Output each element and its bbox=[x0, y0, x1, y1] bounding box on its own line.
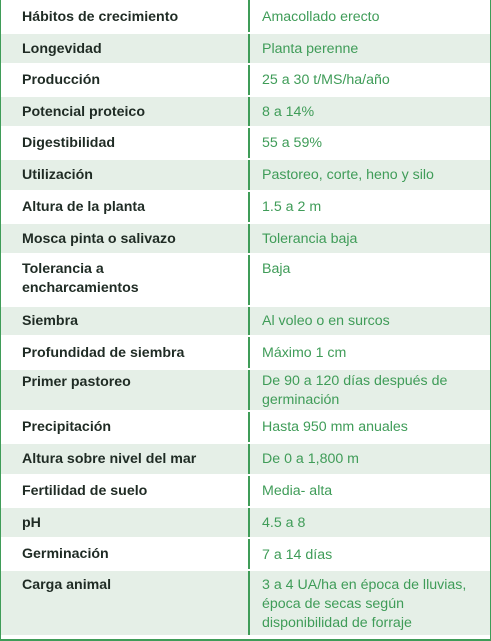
row-label: pH bbox=[22, 515, 41, 531]
table-row bbox=[1, 444, 490, 476]
row-value: Hasta 950 mm anuales bbox=[248, 412, 490, 442]
row-label: Primer pastoreo bbox=[22, 374, 131, 390]
row-label: Siembra bbox=[22, 313, 78, 329]
row-label: Altura sobre nivel del mar bbox=[22, 451, 197, 467]
row-label: Fertilidad de suelo bbox=[22, 483, 148, 499]
table-row bbox=[1, 192, 490, 224]
row-value: Pastoreo, corte, heno y silo bbox=[248, 160, 490, 190]
row-value: 8 a 14% bbox=[248, 97, 490, 126]
row-value: De 90 a 120 días después de germinación bbox=[248, 370, 490, 410]
table-row bbox=[1, 571, 490, 635]
row-label: Precipitación bbox=[22, 419, 112, 435]
row-value: 55 a 59% bbox=[248, 128, 490, 158]
row-value: Baja bbox=[248, 255, 490, 305]
row-label: Longevidad bbox=[22, 41, 102, 57]
table-row bbox=[1, 539, 490, 571]
table-row bbox=[1, 255, 490, 307]
table-row bbox=[1, 337, 490, 370]
row-value: Media- alta bbox=[248, 476, 490, 506]
row-value: Planta perenne bbox=[248, 34, 490, 63]
table-row bbox=[1, 508, 490, 539]
table-row bbox=[1, 224, 490, 255]
row-value: Tolerancia baja bbox=[248, 224, 490, 253]
row-label: Hábitos de crecimiento bbox=[22, 9, 179, 25]
table-row bbox=[1, 412, 490, 444]
table-row bbox=[1, 128, 490, 160]
row-value: Amacollado erecto bbox=[248, 0, 490, 32]
row-value: 7 a 14 días bbox=[248, 539, 490, 569]
row-value: 4.5 a 8 bbox=[248, 508, 490, 537]
row-value: 1.5 a 2 m bbox=[248, 192, 490, 222]
row-label: Altura de la planta bbox=[22, 199, 145, 215]
row-value: Máximo 1 cm bbox=[248, 337, 490, 368]
row-label: Tolerancia a encharcamientos bbox=[22, 261, 139, 296]
row-value: 3 a 4 UA/ha en época de lluvias, época de secas según disponibilidad de forraje bbox=[248, 571, 490, 635]
row-label: Mosca pinta o salivazo bbox=[22, 231, 176, 247]
row-label: Digestibilidad bbox=[22, 135, 116, 151]
row-value: Al voleo o en surcos bbox=[248, 307, 490, 335]
row-label: Profundidad de siembra bbox=[22, 345, 185, 361]
row-label: Germinación bbox=[22, 546, 109, 562]
table-row bbox=[1, 370, 490, 412]
table-row bbox=[1, 160, 490, 192]
row-label: Producción bbox=[22, 72, 101, 88]
table-row bbox=[1, 476, 490, 508]
table-row bbox=[1, 97, 490, 128]
table-row bbox=[1, 65, 490, 97]
table-row bbox=[1, 307, 490, 337]
row-value: De 0 a 1,800 m bbox=[248, 444, 490, 474]
row-label: Utilización bbox=[22, 167, 93, 183]
table-row bbox=[1, 0, 490, 34]
row-label: Potencial proteico bbox=[22, 104, 145, 120]
row-label: Carga animal bbox=[22, 577, 112, 593]
row-value: 25 a 30 t/MS/ha/año bbox=[248, 65, 490, 95]
table-row bbox=[1, 34, 490, 65]
